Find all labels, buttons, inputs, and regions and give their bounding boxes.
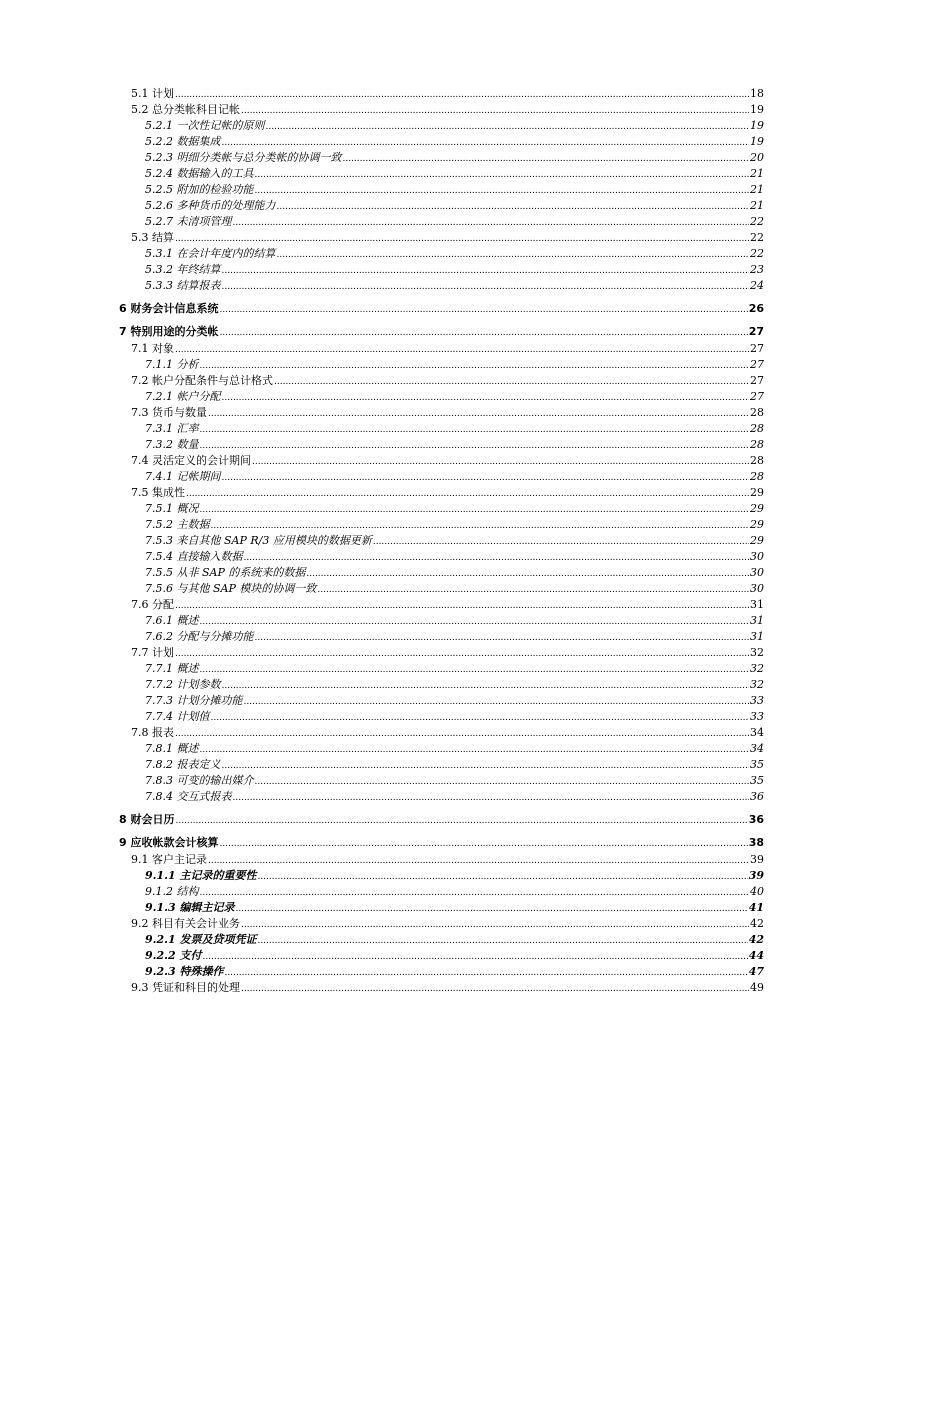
dot-leader: [222, 279, 750, 295]
toc-entry-label: 5.3 结算: [131, 231, 174, 244]
toc-entry[interactable]: [119, 661, 764, 677]
toc-entry-page-number: 26: [748, 302, 764, 315]
dot-leader: [255, 630, 750, 646]
toc-entry[interactable]: [119, 389, 764, 405]
toc-entry[interactable]: [119, 341, 764, 357]
toc-entry-page-number: 27: [750, 374, 764, 387]
toc-entry-page-number: 27: [750, 342, 764, 355]
toc-entry-page-number: 28: [750, 454, 764, 467]
toc-entry-label: 7.8 报表: [131, 726, 174, 739]
toc-entry-label: 9.1.3 编辑主记录: [145, 901, 235, 914]
toc-entry[interactable]: [119, 693, 764, 709]
toc-entry-page-number: 49: [750, 981, 764, 994]
dot-leader: [186, 486, 749, 502]
toc-entry-page-number: 47: [748, 965, 764, 978]
dot-leader: [175, 813, 747, 829]
toc-entry-page-number: 33: [750, 694, 764, 707]
dot-leader: [317, 582, 749, 598]
toc-entry[interactable]: [119, 517, 764, 533]
toc-entry-page-number: 36: [748, 813, 764, 826]
toc-entry-label: 7.5 集成性: [131, 486, 185, 499]
toc-entry-page-number: 32: [750, 646, 764, 659]
toc-entry-label: 5.2.5 附加的检验功能: [145, 183, 254, 196]
toc-entry-page-number: 21: [750, 167, 764, 180]
toc-entry[interactable]: [119, 741, 764, 757]
toc-entry[interactable]: [119, 485, 764, 501]
toc-entry-page-number: 33: [750, 710, 764, 723]
dot-leader: [222, 263, 750, 279]
toc-entry-label: 7.8.3 可变的输出媒介: [145, 774, 254, 787]
toc-entry-page-number: 19: [750, 135, 764, 148]
dot-leader: [200, 422, 750, 438]
toc-entry-page-number: 29: [750, 486, 764, 499]
dot-leader: [222, 135, 750, 151]
dot-leader: [175, 87, 749, 103]
toc-entry[interactable]: [119, 900, 764, 916]
toc-entry[interactable]: [119, 134, 764, 150]
toc-entry[interactable]: [119, 278, 764, 294]
toc-entry[interactable]: [119, 437, 764, 453]
toc-entry[interactable]: [119, 246, 764, 262]
toc-entry-page-number: 38: [748, 836, 764, 849]
toc-entry-label: 5.2.1 一次性记帐的原则: [145, 119, 265, 132]
toc-entry[interactable]: [119, 501, 764, 517]
toc-entry-page-number: 28: [750, 470, 764, 483]
toc-entry[interactable]: [119, 868, 764, 884]
dot-leader: [208, 853, 749, 869]
toc-entry-label: 9.1.2 结构: [145, 885, 199, 898]
toc-entry-label: 8 财会日历: [119, 813, 175, 826]
toc-entry[interactable]: [119, 166, 764, 182]
toc-entry[interactable]: [119, 812, 764, 828]
dot-leader: [200, 358, 750, 374]
toc-entry-label: 7.7.3 计划分摊功能: [145, 694, 243, 707]
dot-leader: [219, 836, 747, 852]
dot-leader: [175, 646, 749, 662]
toc-entry-label: 5.3.3 结算报表: [145, 279, 221, 292]
dot-leader: [211, 518, 750, 534]
toc-entry-label: 9 应收帐款会计核算: [119, 836, 219, 849]
dot-leader: [200, 742, 750, 758]
dot-leader: [241, 981, 749, 997]
toc-entry-label: 7.5.6 与其他 SAP 模块的协调一致: [145, 582, 317, 595]
dot-leader: [244, 550, 750, 566]
toc-entry-label: 7.7.2 计划参数: [145, 678, 221, 691]
toc-entry-page-number: 34: [750, 726, 764, 739]
dot-leader: [202, 949, 747, 965]
toc-entry-label: 5.2.6 多种货币的处理能力: [145, 199, 276, 212]
toc-entry[interactable]: [119, 533, 764, 549]
toc-entry-label: 7.1.1 分析: [145, 358, 199, 371]
toc-entry[interactable]: [119, 182, 764, 198]
toc-entry-label: 5.2 总分类帐科目记帐: [131, 103, 240, 116]
toc-entry-label: 7.2 帐户分配条件与总计格式: [131, 374, 273, 387]
toc-entry-page-number: 31: [750, 630, 764, 643]
toc-entry[interactable]: [119, 948, 764, 964]
toc-entry-page-number: 35: [750, 758, 764, 771]
toc-entry[interactable]: [119, 453, 764, 469]
toc-entry-page-number: 22: [750, 215, 764, 228]
toc-entry[interactable]: [119, 789, 764, 805]
dot-leader: [219, 302, 747, 318]
toc-entry-page-number: 30: [750, 550, 764, 563]
toc-entry-page-number: 32: [750, 662, 764, 675]
toc-entry[interactable]: [119, 469, 764, 485]
toc-entry[interactable]: [119, 214, 764, 230]
toc-entry-page-number: 31: [750, 598, 764, 611]
toc-entry-page-number: 28: [750, 422, 764, 435]
toc-entry-label: 5.2.7 未清项管理: [145, 215, 232, 228]
toc-entry-label: 7 特别用途的分类帐: [119, 325, 219, 338]
toc-entry-page-number: 18: [750, 87, 764, 100]
toc-entry-label: 7.3.2 数量: [145, 438, 199, 451]
toc-entry[interactable]: [119, 597, 764, 613]
dot-leader: [175, 231, 749, 247]
toc-entry-label: 7.8.2 报表定义: [145, 758, 221, 771]
toc-entry-page-number: 19: [750, 119, 764, 132]
dot-leader: [200, 885, 750, 901]
dot-leader: [342, 151, 749, 167]
toc-entry[interactable]: [119, 980, 764, 996]
toc-entry[interactable]: [119, 301, 764, 317]
toc-entry-page-number: 32: [750, 678, 764, 691]
toc-entry[interactable]: [119, 932, 764, 948]
toc-entry-label: 7.5.3 来自其他 SAP R/3 应用模块的数据更新: [145, 534, 372, 547]
toc-entry-label: 6 财务会计信息系统: [119, 302, 219, 315]
toc-entry-label: 7.1 对象: [131, 342, 174, 355]
dot-leader: [200, 614, 750, 630]
dot-leader: [219, 325, 747, 341]
toc-entry-page-number: 24: [750, 279, 764, 292]
toc-entry-label: 7.7 计划: [131, 646, 174, 659]
toc-entry-label: 9.2.1 发票及贷项凭证: [145, 933, 257, 946]
toc-entry[interactable]: [119, 773, 764, 789]
toc-entry[interactable]: [119, 645, 764, 661]
dot-leader: [200, 662, 750, 678]
toc-entry-label: 9.3 凭证和科目的处理: [131, 981, 240, 994]
toc-entry-label: 5.3.1 在会计年度内的结算: [145, 247, 276, 260]
toc-entry-page-number: 31: [750, 614, 764, 627]
dot-leader: [222, 390, 750, 406]
toc-entry-page-number: 28: [750, 406, 764, 419]
toc-entry[interactable]: [119, 916, 764, 932]
toc-entry[interactable]: [119, 565, 764, 581]
toc-entry-label: 7.5.4 直接输入数据: [145, 550, 243, 563]
toc-entry-label: 7.4.1 记帐期间: [145, 470, 221, 483]
toc-entry-label: 7.6 分配: [131, 598, 174, 611]
toc-entry[interactable]: [119, 150, 764, 166]
toc-entry-label: 7.8.1 概述: [145, 742, 199, 755]
toc-entry-label: 7.5.1 概况: [145, 502, 199, 515]
toc-entry-label: 9.2.2 支付: [145, 949, 202, 962]
toc-entry[interactable]: [119, 629, 764, 645]
toc-entry-label: 7.7.1 概述: [145, 662, 199, 675]
toc-entry[interactable]: [119, 677, 764, 693]
dot-leader: [235, 901, 747, 917]
dot-leader: [373, 534, 749, 550]
toc-entry-page-number: 39: [750, 853, 764, 866]
toc-entry[interactable]: [119, 102, 764, 118]
toc-entry[interactable]: [119, 757, 764, 773]
toc-entry[interactable]: [119, 198, 764, 214]
toc-entry-label: 7.5.2 主数据: [145, 518, 210, 531]
toc-entry-label: 9.2.3 特殊操作: [145, 965, 224, 978]
toc-entry-page-number: 21: [750, 199, 764, 212]
toc-entry-page-number: 27: [748, 325, 764, 338]
toc-entry-page-number: 35: [750, 774, 764, 787]
toc-entry[interactable]: [119, 357, 764, 373]
toc-entry[interactable]: [119, 613, 764, 629]
toc-entry[interactable]: [119, 852, 764, 868]
toc-entry-page-number: 19: [750, 103, 764, 116]
toc-entry-label: 7.3 货币与数量: [131, 406, 207, 419]
toc-entry-page-number: 36: [750, 790, 764, 803]
toc-entry-page-number: 22: [750, 247, 764, 260]
toc-entry[interactable]: [119, 324, 764, 340]
dot-leader: [222, 758, 750, 774]
toc-entry[interactable]: [119, 421, 764, 437]
dot-leader: [211, 710, 750, 726]
toc-entry-label: 5.2.4 数据输入的工具: [145, 167, 254, 180]
toc-entry[interactable]: [119, 884, 764, 900]
toc-entry-label: 7.5.5 从非 SAP 的系统来的数据: [145, 566, 306, 579]
toc-entry-page-number: 40: [750, 885, 764, 898]
toc-entry-page-number: 21: [750, 183, 764, 196]
toc-entry-label: 5.2.2 数据集成: [145, 135, 221, 148]
toc-entry-label: 7.8.4 交互式报表: [145, 790, 232, 803]
toc-entry-page-number: 23: [750, 263, 764, 276]
toc-entry[interactable]: [119, 230, 764, 246]
dot-leader: [241, 917, 749, 933]
dot-leader: [224, 965, 747, 981]
toc-entry-page-number: 30: [750, 566, 764, 579]
dot-leader: [241, 103, 749, 119]
toc-entry-page-number: 39: [748, 869, 764, 882]
dot-leader: [277, 199, 750, 215]
dot-leader: [257, 933, 747, 949]
dot-leader: [257, 869, 747, 885]
toc-entry-label: 7.6.2 分配与分摊功能: [145, 630, 254, 643]
toc-entry-label: 9.1 客户主记录: [131, 853, 207, 866]
toc-entry-page-number: 20: [750, 151, 764, 164]
dot-leader: [222, 678, 750, 694]
toc-entry-label: 7.3.1 汇率: [145, 422, 199, 435]
toc-entry[interactable]: [119, 581, 764, 597]
toc-entry-page-number: 27: [750, 358, 764, 371]
dot-leader: [233, 215, 750, 231]
dot-leader: [266, 119, 750, 135]
toc-entry[interactable]: [119, 86, 764, 102]
toc-entry-page-number: 22: [750, 231, 764, 244]
toc-entry-label: 7.6.1 概述: [145, 614, 199, 627]
table-of-contents: [119, 86, 764, 996]
toc-entry-label: 9.2 科目有关会计业务: [131, 917, 240, 930]
toc-entry-label: 7.7.4 计划值: [145, 710, 210, 723]
toc-entry[interactable]: [119, 725, 764, 741]
dot-leader: [252, 454, 749, 470]
toc-entry-label: 9.1.1 主记录的重要性: [145, 869, 257, 882]
toc-entry-page-number: 27: [750, 390, 764, 403]
toc-entry-page-number: 42: [748, 933, 764, 946]
toc-entry-label: 5.3.2 年终结算: [145, 263, 221, 276]
toc-entry-page-number: 41: [748, 901, 764, 914]
dot-leader: [200, 438, 750, 454]
toc-entry-page-number: 34: [750, 742, 764, 755]
toc-entry-label: 5.1 计划: [131, 87, 174, 100]
toc-entry-page-number: 29: [750, 518, 764, 531]
toc-entry-page-number: 29: [750, 502, 764, 515]
dot-leader: [255, 183, 750, 199]
toc-entry[interactable]: [119, 405, 764, 421]
dot-leader: [274, 374, 749, 390]
dot-leader: [175, 726, 749, 742]
toc-entry-page-number: 42: [750, 917, 764, 930]
toc-entry-page-number: 29: [750, 534, 764, 547]
toc-entry-label: 5.2.3 明细分类帐与总分类帐的协调一致: [145, 151, 342, 164]
toc-entry[interactable]: [119, 373, 764, 389]
dot-leader: [208, 406, 749, 422]
toc-entry[interactable]: [119, 835, 764, 851]
dot-leader: [244, 694, 750, 710]
toc-entry-label: 7.2.1 帐户分配: [145, 390, 221, 403]
toc-entry-page-number: 28: [750, 438, 764, 451]
dot-leader: [222, 470, 750, 486]
toc-entry-page-number: 30: [750, 582, 764, 595]
toc-entry-label: 7.4 灵活定义的会计期间: [131, 454, 251, 467]
dot-leader: [255, 774, 750, 790]
dot-leader: [175, 342, 749, 358]
toc-entry[interactable]: [119, 549, 764, 565]
toc-entry[interactable]: [119, 262, 764, 278]
toc-entry[interactable]: [119, 964, 764, 980]
dot-leader: [255, 167, 750, 183]
dot-leader: [200, 502, 750, 518]
dot-leader: [233, 790, 750, 806]
dot-leader: [277, 247, 750, 263]
toc-entry[interactable]: [119, 118, 764, 134]
toc-entry-page-number: 44: [748, 949, 764, 962]
toc-entry[interactable]: [119, 709, 764, 725]
dot-leader: [175, 598, 749, 614]
dot-leader: [306, 566, 749, 582]
